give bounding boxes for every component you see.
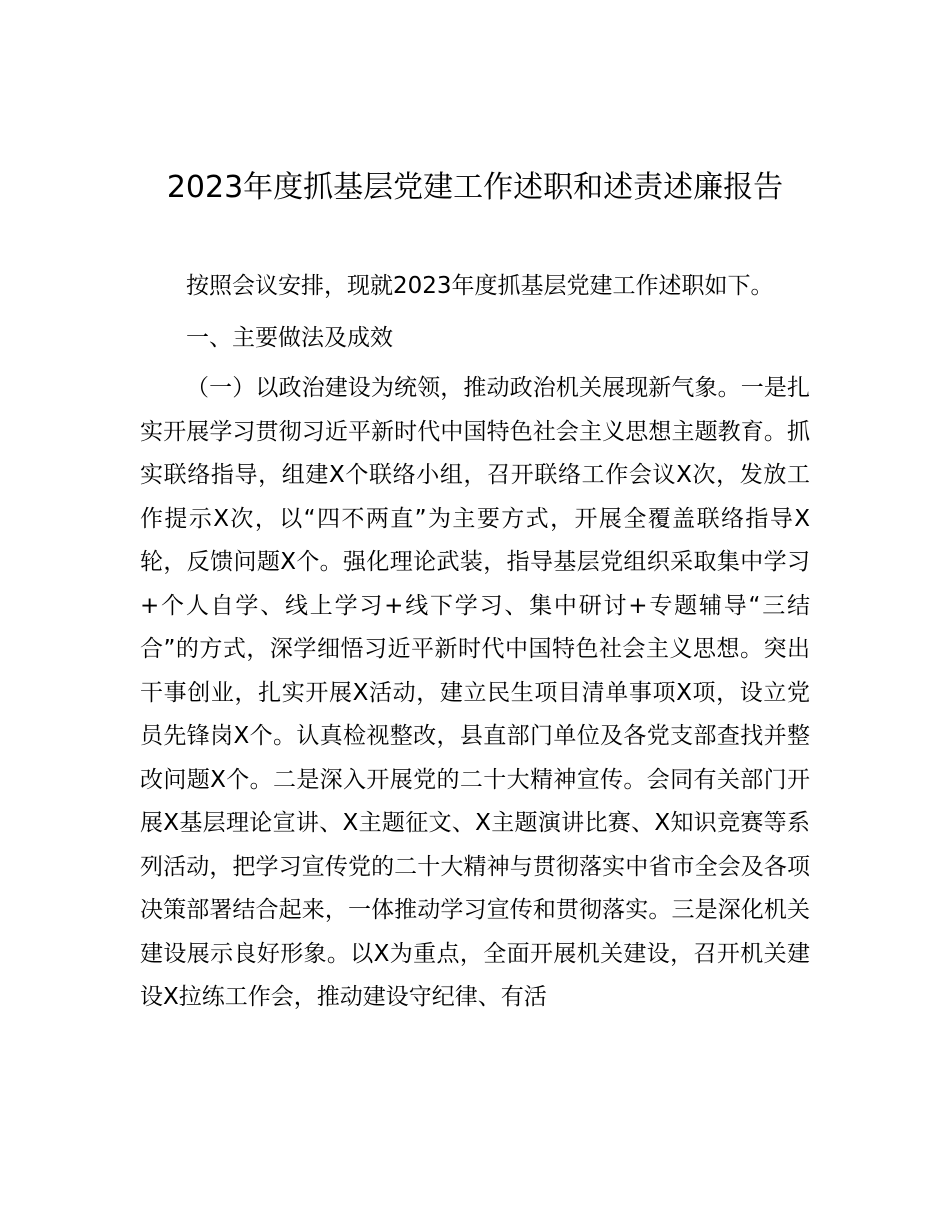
section-paragraph: （一）以政治建设为统领，推动政治机关展现新气象。一是扎实开展学习贯彻习近平新时代中国特色社会主义思想主题教育。抓实联络指导，组建X个联络小组，召开联络工作会议X次，发放工作提示X次，以“四不两直”为主要方式，开展全覆盖联络指导X轮，反馈问题X个。强化理论武装，指导基层党组织采取集中学习+个人自学、线上学习+线下学习、集中研讨+专题辅导“三结合”的方式，深学细悟习近平新时代中国特色社会主义思想。突出干事创业，扎实开展X活动，建立民生项目清单事项X项，设立党员先锋岗X个。认真检视整改，县直部门单位及各党支部查找并整改问题X个。二是深入开展党的二十大精神宣传。会同有关部门开展X基层理论宣讲、X主题征文、X主题演讲比赛、X知识竞赛等系列活动，把学习宣传党的二十大精神与贯彻落实中省市全会及各项决策部署结合起来，一体推动学习宣传和贯彻落实。三是深化机关建设展示良好形象。以X为重点，全面开展机关建设，召开机关建设X拉练工作会，推动建设守纪律、有活 (140, 375, 810, 1010)
report-body (140, 265, 810, 1020)
intro-paragraph: 按照会议安排，现就2023年度抓基层党建工作述职如下。 (186, 273, 774, 299)
section-heading: 一、主要做法及成效 (186, 324, 393, 351)
report-title: 2023年度抓基层党建工作述职和述责述廉报告 (166, 170, 784, 205)
